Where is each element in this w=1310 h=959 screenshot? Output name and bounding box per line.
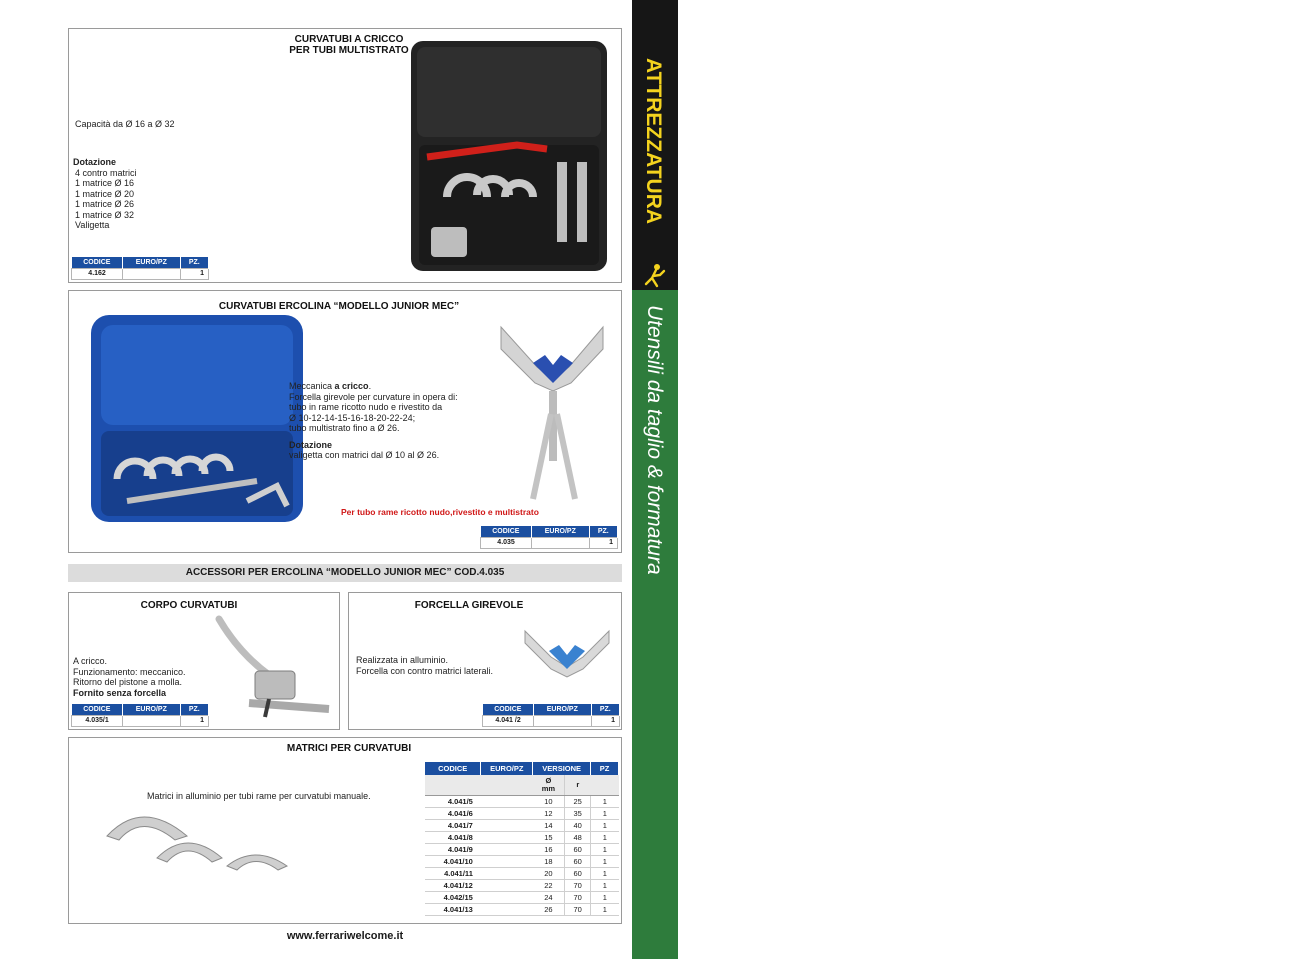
dies-image	[97, 798, 327, 878]
qty-cell: 1	[591, 904, 619, 916]
qty-cell: 1	[180, 268, 208, 279]
diameter-symbol: Ø	[545, 775, 552, 785]
fork-image	[521, 623, 613, 683]
table-row	[425, 843, 619, 855]
desc-line: Ø 10-12-14-15-16-18-20-22-24;	[289, 412, 416, 423]
kit-text: valigetta con matrici dal Ø 10 al Ø 26.	[289, 450, 440, 460]
diameter-cell: 14	[533, 819, 565, 831]
col-header: CODICE	[481, 526, 532, 537]
radius-cell: 70	[565, 892, 591, 904]
code-cell: 4.042/15	[425, 892, 481, 904]
table-row	[72, 715, 209, 726]
diameter-cell: 22	[533, 880, 565, 892]
product-title: CURVATUBI ERCOLINA “MODELLO JUNIOR MEC”	[218, 301, 460, 312]
diameter-cell: 10	[533, 795, 565, 807]
col-header: EURO/PZ	[123, 257, 180, 268]
table-row	[483, 715, 620, 726]
bender-case-image	[407, 37, 613, 277]
description	[356, 655, 493, 676]
radius-cell: 60	[565, 855, 591, 867]
qty-cell: 1	[591, 868, 619, 880]
subheader-row	[425, 775, 619, 795]
product-panel-matrici	[68, 737, 622, 924]
col-header: PZ.	[591, 704, 619, 715]
qty-cell: 1	[591, 843, 619, 855]
kit-heading: Dotazione	[289, 439, 333, 450]
kit-item: Valigetta	[75, 220, 110, 230]
product-panel-corpo-curvatubi	[68, 592, 340, 730]
code-cell: 4.041/5	[425, 795, 481, 807]
price-cell	[481, 795, 533, 807]
description	[73, 656, 186, 698]
product-title: CORPO CURVATUBI	[140, 600, 238, 611]
table-row	[425, 831, 619, 843]
desc-line: Realizzata in alluminio.	[356, 655, 449, 665]
code-cell: 4.041/8	[425, 831, 481, 843]
col-header: CODICE	[425, 762, 481, 775]
col-header: EURO/PZ	[481, 762, 533, 775]
desc-line: tubo in rame ricotto nudo e rivestito da	[289, 402, 443, 412]
qty-cell: 1	[591, 795, 619, 807]
kit-item: 1 matrice Ø 16	[75, 178, 135, 188]
price-cell	[481, 892, 533, 904]
table-row	[425, 819, 619, 831]
diameter-cell: 26	[533, 904, 565, 916]
desc-line	[289, 381, 458, 392]
bender-tool-image	[497, 319, 609, 514]
diameter-cell: 24	[533, 892, 565, 904]
desc-line: Forcella girevole per curvature in opera di:	[289, 391, 458, 402]
col-header: EURO/PZ	[532, 526, 589, 537]
title-line: CURVATUBI A CRICCO	[294, 34, 404, 45]
table-row	[425, 868, 619, 880]
col-header: VERSIONE	[533, 762, 591, 775]
price-cell	[123, 268, 180, 279]
radius-cell: 35	[565, 807, 591, 819]
col-header: CODICE	[72, 704, 123, 715]
price-table	[480, 526, 618, 549]
worker-icon	[642, 262, 668, 288]
diameter-cell: 12	[533, 807, 565, 819]
table-row	[72, 268, 209, 279]
col-header: CODICE	[483, 704, 534, 715]
col-header: EURO/PZ	[534, 704, 591, 715]
radius-cell: 25	[565, 795, 591, 807]
product-title: MATRICI PER CURVATUBI	[286, 743, 412, 754]
qty-cell: 1	[591, 880, 619, 892]
price-table	[71, 704, 209, 727]
price-cell	[481, 843, 533, 855]
dies-table	[425, 762, 619, 916]
code-cell: 4.041 /2	[483, 715, 534, 726]
qty-cell: 1	[591, 715, 619, 726]
table-row	[481, 537, 618, 548]
blue-case-image	[87, 311, 307, 526]
desc-line: Forcella con contro matrici laterali.	[356, 665, 494, 676]
kit-item: 1 matrice Ø 26	[75, 199, 135, 209]
qty-cell: 1	[591, 855, 619, 867]
price-cell	[481, 868, 533, 880]
table-row	[425, 795, 619, 807]
col-header: PZ	[591, 762, 619, 775]
code-cell: 4.041/6	[425, 807, 481, 819]
title-line: PER TUBI MULTISTRATO	[289, 45, 409, 56]
radius-cell: 48	[565, 831, 591, 843]
footer-url[interactable]: www.ferrariwelcome.it	[286, 930, 404, 942]
diameter-cell: 18	[533, 855, 565, 867]
radius-label: r	[565, 775, 591, 795]
col-header: PZ.	[589, 526, 617, 537]
code-cell: 4.041/10	[425, 855, 481, 867]
code-cell: 4.041/7	[425, 819, 481, 831]
product-panel-ercolina	[68, 290, 622, 553]
radius-cell: 60	[565, 843, 591, 855]
unit-label: mm	[541, 783, 556, 793]
col-header: EURO/PZ	[123, 704, 180, 715]
price-table	[71, 257, 209, 280]
kit-item: 1 matrice Ø 32	[75, 209, 135, 220]
red-note: Per tubo rame ricotto nudo,rivestito e multistrato	[341, 507, 539, 517]
qty-cell: 1	[180, 715, 208, 726]
qty-cell: 1	[591, 807, 619, 819]
kit-heading: Dotazione	[73, 157, 117, 167]
page-number: 37	[1281, 929, 1292, 939]
accessories-banner: ACCESSORI PER ERCOLINA “MODELLO JUNIOR MEC” COD.4.035	[68, 564, 622, 582]
category-label: ATTREZZATURA	[642, 58, 665, 225]
price-cell	[534, 715, 591, 726]
diameter-cell: 15	[533, 831, 565, 843]
product-title: FORCELLA GIREVOLE	[414, 600, 524, 611]
price-cell	[481, 807, 533, 819]
bender-body-image	[209, 613, 337, 723]
diameter-cell: 20	[533, 868, 565, 880]
code-cell: 4.041/12	[425, 880, 481, 892]
price-cell	[481, 855, 533, 867]
price-cell	[481, 819, 533, 831]
product-panel-forcella-girevole	[348, 592, 622, 730]
radius-cell: 70	[565, 880, 591, 892]
code-cell: 4.035	[481, 537, 532, 548]
product-panel-curvatubi-cricco	[68, 28, 622, 283]
price-cell	[481, 831, 533, 843]
desc-line: Ritorno del pistone a molla.	[73, 677, 183, 687]
qty-cell: 1	[591, 892, 619, 904]
code-cell: 4.162	[72, 268, 123, 279]
table-row	[425, 904, 619, 916]
price-table	[482, 704, 620, 727]
price-cell	[481, 904, 533, 916]
code-cell: 4.041/9	[425, 843, 481, 855]
kit-list	[73, 157, 137, 231]
qty-cell: 1	[591, 831, 619, 843]
desc-text: Meccanica	[289, 381, 335, 391]
col-header: PZ.	[180, 704, 208, 715]
radius-cell: 40	[565, 819, 591, 831]
diameter-cell: 16	[533, 843, 565, 855]
price-cell	[481, 880, 533, 892]
table-row	[425, 807, 619, 819]
radius-cell: 60	[565, 868, 591, 880]
price-cell	[532, 537, 589, 548]
col-header: CODICE	[72, 257, 123, 268]
radius-cell: 70	[565, 904, 591, 916]
kit-item: 1 matrice Ø 20	[75, 188, 135, 199]
subcategory-label: Utensili da taglio & formatura	[643, 305, 666, 575]
qty-cell: 1	[591, 819, 619, 831]
code-cell: 4.035/1	[72, 715, 123, 726]
table-row	[425, 880, 619, 892]
category-sidebar	[632, 0, 1292, 959]
table-row	[425, 892, 619, 904]
code-cell: 4.041/13	[425, 904, 481, 916]
capacity-text: Capacità da Ø 16 a Ø 32	[75, 119, 175, 129]
desc-bold: a cricco	[334, 381, 369, 391]
desc-text: .	[368, 381, 372, 391]
qty-cell: 1	[589, 537, 617, 548]
description	[289, 381, 458, 461]
kit-item: 4 contro matrici	[75, 167, 137, 178]
desc-line: tubo multistrato fino a Ø 26.	[289, 423, 400, 433]
description: Matrici in alluminio per tubi rame per curvatubi manuale.	[147, 791, 371, 801]
desc-line: Funzionamento: meccanico.	[73, 666, 186, 677]
price-cell	[123, 715, 180, 726]
desc-line: Fornito senza forcella	[73, 687, 167, 698]
desc-line: A cricco.	[73, 656, 108, 666]
col-header: PZ.	[180, 257, 208, 268]
table-row	[425, 855, 619, 867]
code-cell: 4.041/11	[425, 868, 481, 880]
